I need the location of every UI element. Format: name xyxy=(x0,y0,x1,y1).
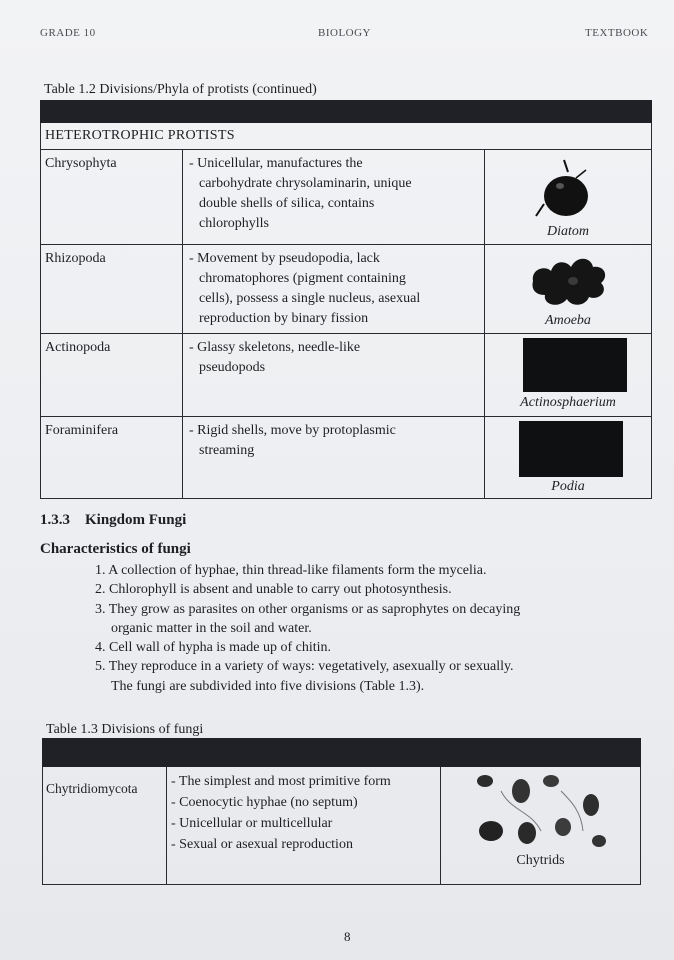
description-line: reproduction by binary fission xyxy=(199,311,369,326)
amoeba-icon xyxy=(527,251,611,311)
chytrids-icon xyxy=(471,771,611,849)
row-description xyxy=(183,334,485,417)
list-item-continuation: organic matter in the soil and water. xyxy=(111,620,312,636)
table-1-3 xyxy=(42,738,641,885)
description-line: - Unicellular or multicellular xyxy=(171,816,333,831)
description-line: - Movement by pseudopodia, lack xyxy=(189,251,380,266)
actinosphaerium-label: Actinosphaerium xyxy=(520,395,616,410)
row-description xyxy=(183,245,485,334)
diatom-label: Diatom xyxy=(547,224,589,239)
list-item: 4. Cell wall of hypha is made up of chitin. xyxy=(95,640,332,656)
description-line: chromatophores (pigment containing xyxy=(199,271,406,286)
list-item: 1. A collection of hyphae, thin thread-like filaments form the mycelia. xyxy=(95,563,487,578)
list-item-continuation: The fungi are subdivided into five divisions (Table 1.3). xyxy=(111,678,425,694)
podia-label: Podia xyxy=(551,479,585,494)
description-line: - Glassy skeletons, needle-like xyxy=(189,340,361,355)
amoeba-label: Amoeba xyxy=(545,313,591,328)
description-line: streaming xyxy=(199,443,255,458)
list-item: 5. They reproduce in a variety of ways: vegetatively, asexually or sexually. xyxy=(95,659,514,675)
podia-photo xyxy=(519,421,623,477)
header-textbook: TEXTBOOK xyxy=(585,27,649,39)
row-name-chrysophyta: Chrysophyta xyxy=(41,150,183,245)
diatom-icon xyxy=(530,156,600,222)
description-line: - Unicellular, manufactures the xyxy=(189,156,363,171)
table-1-3-caption: Table 1.3 Divisions of fungi xyxy=(46,722,204,737)
page-number: 8 xyxy=(344,929,351,944)
table-1-2-caption: Table 1.2 Divisions/Phyla of protists (continued) xyxy=(44,82,317,97)
section-heading xyxy=(40,512,186,529)
amoeba-image-cell xyxy=(485,245,652,334)
description-line: - Sexual or asexual reproduction xyxy=(171,837,353,852)
table-row xyxy=(41,150,652,245)
header-grade: GRADE 10 xyxy=(40,27,96,39)
section-heterotrophic-protists: HETEROTROPHIC PROTISTS xyxy=(41,123,652,150)
section-title: Kingdom Fungi xyxy=(85,512,187,528)
characteristics-heading: Characteristics of fungi xyxy=(40,541,191,557)
header-subject: BIOLOGY xyxy=(318,27,371,39)
table-row xyxy=(41,245,652,334)
table-header-bar xyxy=(41,101,652,123)
table-row xyxy=(43,767,641,885)
description-line: double shells of silica, contains xyxy=(199,196,375,211)
actinosphaerium-image-cell xyxy=(485,334,652,417)
description-line: - Coenocytic hyphae (no septum) xyxy=(171,795,358,810)
table-header-bar xyxy=(43,739,641,767)
description-line: - Rigid shells, move by protoplasmic xyxy=(189,423,396,438)
description-line: chlorophylls xyxy=(199,216,269,231)
table-row xyxy=(41,417,652,499)
actinosphaerium-photo xyxy=(523,338,627,392)
description-line: carbohydrate chrysolaminarin, unique xyxy=(199,176,412,191)
table-1-2 xyxy=(40,100,652,499)
row-name-foraminifera: Foraminifera xyxy=(41,417,183,499)
description-line: - The simplest and most primitive form xyxy=(171,774,391,789)
list-item: 3. They grow as parasites on other organisms or as saprophytes on decaying xyxy=(95,601,521,617)
chytrids-image-cell xyxy=(441,767,641,885)
section-number: 1.3.3 xyxy=(40,512,70,528)
description-line: pseudopods xyxy=(199,360,266,375)
chytrids-label: Chytrids xyxy=(516,853,565,868)
row-description xyxy=(167,767,441,885)
podia-image-cell xyxy=(485,417,652,499)
row-description xyxy=(183,150,485,245)
description-line: cells), possess a single nucleus, asexual xyxy=(199,291,421,306)
diatom-image-cell xyxy=(485,150,652,245)
list-item: 2. Chlorophyll is absent and unable to carry out photosynthesis. xyxy=(95,582,452,598)
row-name-actinopoda: Actinopoda xyxy=(41,334,183,417)
row-name-rhizopoda: Rhizopoda xyxy=(41,245,183,334)
table-section-row xyxy=(41,123,652,150)
row-name-chytridiomycota: Chytridiomycota xyxy=(43,767,167,885)
characteristics-list xyxy=(95,561,520,696)
row-description xyxy=(183,417,485,499)
table-row xyxy=(41,334,652,417)
